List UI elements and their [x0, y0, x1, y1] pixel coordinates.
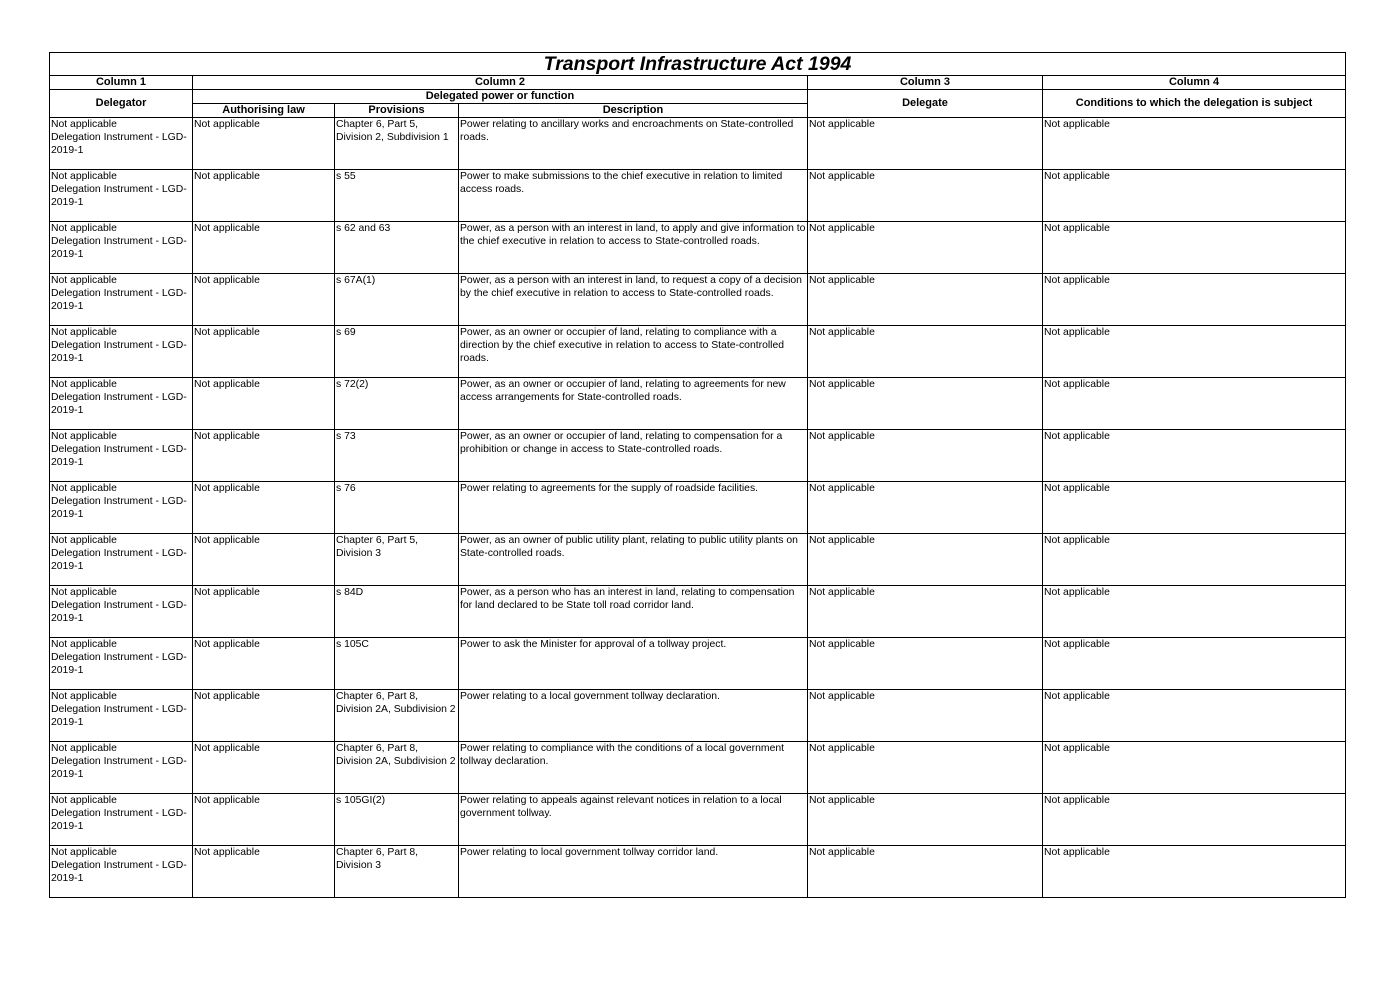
- conditions-cell: Not applicable: [1043, 430, 1346, 482]
- conditions-cell: Not applicable: [1043, 378, 1346, 430]
- delegator-status: Not applicable: [51, 379, 117, 390]
- provisions-cell: s 105C: [335, 638, 459, 690]
- conditions-cell: Not applicable: [1043, 274, 1346, 326]
- delegator-cell: [50, 690, 193, 742]
- delegator-status: Not applicable: [51, 847, 117, 858]
- description-cell: Power relating to a local government tollway declaration.: [459, 690, 808, 742]
- delegator-status: Not applicable: [51, 171, 117, 182]
- authorising-law-cell: Not applicable: [193, 586, 335, 638]
- table-row: [50, 482, 1346, 534]
- delegation-instrument: Delegation Instrument - LGD-2019-1: [51, 548, 187, 572]
- column-3-header: Column 3: [808, 76, 1043, 90]
- provisions-cell: s 67A(1): [335, 274, 459, 326]
- delegator-cell: [50, 118, 193, 170]
- delegation-instrument: Delegation Instrument - LGD-2019-1: [51, 600, 187, 624]
- table-row: [50, 742, 1346, 794]
- description-cell: Power, as an owner or occupier of land, relating to compensation for a prohibition or change in access to State-controlled roads.: [459, 430, 808, 482]
- delegate-cell: Not applicable: [808, 326, 1043, 378]
- table-row: [50, 586, 1346, 638]
- conditions-cell: Not applicable: [1043, 586, 1346, 638]
- authorising-law-cell: Not applicable: [193, 534, 335, 586]
- description-cell: Power relating to local government tollway corridor land.: [459, 846, 808, 898]
- table-row: [50, 690, 1346, 742]
- description-cell: Power, as a person who has an interest in land, relating to compensation for land declared to be State toll road corridor land.: [459, 586, 808, 638]
- delegate-cell: Not applicable: [808, 430, 1043, 482]
- column-1-header: Column 1: [50, 76, 193, 90]
- delegator-status: Not applicable: [51, 743, 117, 754]
- delegate-cell: Not applicable: [808, 118, 1043, 170]
- provisions-cell: Chapter 6, Part 5, Division 3: [335, 534, 459, 586]
- delegation-instrument: Delegation Instrument - LGD-2019-1: [51, 288, 187, 312]
- delegator-status: Not applicable: [51, 119, 117, 130]
- conditions-cell: Not applicable: [1043, 794, 1346, 846]
- delegation-instrument: Delegation Instrument - LGD-2019-1: [51, 132, 187, 156]
- conditions-cell: Not applicable: [1043, 170, 1346, 222]
- column-2-header: Column 2: [193, 76, 808, 90]
- delegate-cell: Not applicable: [808, 170, 1043, 222]
- authorising-law-cell: Not applicable: [193, 690, 335, 742]
- description-cell: Power to make submissions to the chief executive in relation to limited access roads.: [459, 170, 808, 222]
- description-cell: Power relating to appeals against relevant notices in relation to a local government tollway.: [459, 794, 808, 846]
- delegator-cell: [50, 430, 193, 482]
- table-row: [50, 378, 1346, 430]
- authorising-law-cell: Not applicable: [193, 378, 335, 430]
- delegator-cell: [50, 742, 193, 794]
- delegator-status: Not applicable: [51, 639, 117, 650]
- delegator-cell: [50, 222, 193, 274]
- delegate-cell: Not applicable: [808, 742, 1043, 794]
- delegation-instrument: Delegation Instrument - LGD-2019-1: [51, 496, 187, 520]
- description-cell: Power relating to agreements for the supply of roadside facilities.: [459, 482, 808, 534]
- authorising-law-cell: Not applicable: [193, 118, 335, 170]
- delegator-cell: [50, 534, 193, 586]
- delegator-status: Not applicable: [51, 587, 117, 598]
- conditions-cell: Not applicable: [1043, 222, 1346, 274]
- delegator-cell: [50, 846, 193, 898]
- delegate-header: Delegate: [808, 90, 1043, 118]
- provisions-header: Provisions: [335, 104, 459, 118]
- provisions-cell: s 84D: [335, 586, 459, 638]
- delegate-cell: Not applicable: [808, 638, 1043, 690]
- delegation-instrument: Delegation Instrument - LGD-2019-1: [51, 184, 187, 208]
- delegator-status: Not applicable: [51, 275, 117, 286]
- delegate-cell: Not applicable: [808, 846, 1043, 898]
- description-cell: Power, as a person with an interest in land, to apply and give information to the chief executive in relation to access to State-controlled roads.: [459, 222, 808, 274]
- delegation-instrument: Delegation Instrument - LGD-2019-1: [51, 340, 187, 364]
- description-cell: Power, as an owner or occupier of land, relating to compliance with a direction by the chief executive in relation to access to State-controlled roads.: [459, 326, 808, 378]
- description-cell: Power, as a person with an interest in land, to request a copy of a decision by the chief executive in relation to access to State-controlled roads.: [459, 274, 808, 326]
- delegation-instrument: Delegation Instrument - LGD-2019-1: [51, 808, 187, 832]
- table-row: [50, 118, 1346, 170]
- page-title: Transport Infrastructure Act 1994: [50, 53, 1346, 76]
- table-row: [50, 222, 1346, 274]
- delegate-cell: Not applicable: [808, 378, 1043, 430]
- delegation-instrument: Delegation Instrument - LGD-2019-1: [51, 756, 187, 780]
- description-cell: Power relating to ancillary works and encroachments on State-controlled roads.: [459, 118, 808, 170]
- delegator-cell: [50, 170, 193, 222]
- delegator-cell: [50, 326, 193, 378]
- provisions-cell: Chapter 6, Part 8, Division 3: [335, 846, 459, 898]
- delegation-instrument: Delegation Instrument - LGD-2019-1: [51, 444, 187, 468]
- delegation-table: [49, 52, 1346, 898]
- delegator-status: Not applicable: [51, 223, 117, 234]
- delegator-status: Not applicable: [51, 327, 117, 338]
- provisions-cell: Chapter 6, Part 8, Division 2A, Subdivision 2: [335, 690, 459, 742]
- authorising-law-cell: Not applicable: [193, 274, 335, 326]
- delegate-cell: Not applicable: [808, 274, 1043, 326]
- delegation-instrument: Delegation Instrument - LGD-2019-1: [51, 704, 187, 728]
- delegate-cell: Not applicable: [808, 222, 1043, 274]
- provisions-cell: s 105GI(2): [335, 794, 459, 846]
- delegation-instrument: Delegation Instrument - LGD-2019-1: [51, 236, 187, 260]
- conditions-cell: Not applicable: [1043, 742, 1346, 794]
- conditions-cell: Not applicable: [1043, 534, 1346, 586]
- table-row: [50, 430, 1346, 482]
- table-row: [50, 274, 1346, 326]
- delegator-cell: [50, 638, 193, 690]
- table-row: [50, 534, 1346, 586]
- table-row: [50, 170, 1346, 222]
- delegator-cell: [50, 794, 193, 846]
- description-header: Description: [459, 104, 808, 118]
- table-body: [50, 118, 1346, 898]
- delegator-status: Not applicable: [51, 691, 117, 702]
- conditions-cell: Not applicable: [1043, 118, 1346, 170]
- delegator-cell: [50, 274, 193, 326]
- authorising-law-cell: Not applicable: [193, 638, 335, 690]
- provisions-cell: s 55: [335, 170, 459, 222]
- provisions-cell: Chapter 6, Part 8, Division 2A, Subdivision 2: [335, 742, 459, 794]
- delegator-status: Not applicable: [51, 795, 117, 806]
- table-row: [50, 326, 1346, 378]
- delegator-status: Not applicable: [51, 535, 117, 546]
- provisions-cell: s 73: [335, 430, 459, 482]
- delegate-cell: Not applicable: [808, 586, 1043, 638]
- column-4-header: Column 4: [1043, 76, 1346, 90]
- delegation-instrument: Delegation Instrument - LGD-2019-1: [51, 652, 187, 676]
- delegate-cell: Not applicable: [808, 534, 1043, 586]
- delegator-cell: [50, 482, 193, 534]
- delegator-cell: [50, 586, 193, 638]
- delegate-cell: Not applicable: [808, 482, 1043, 534]
- authorising-law-cell: Not applicable: [193, 430, 335, 482]
- conditions-cell: Not applicable: [1043, 846, 1346, 898]
- authorising-law-cell: Not applicable: [193, 794, 335, 846]
- conditions-header: Conditions to which the delegation is subject: [1043, 90, 1346, 118]
- delegate-cell: Not applicable: [808, 794, 1043, 846]
- conditions-cell: Not applicable: [1043, 326, 1346, 378]
- table-row: [50, 638, 1346, 690]
- authorising-law-cell: Not applicable: [193, 326, 335, 378]
- delegator-status: Not applicable: [51, 431, 117, 442]
- delegator-header: Delegator: [50, 90, 193, 118]
- provisions-cell: s 62 and 63: [335, 222, 459, 274]
- provisions-cell: s 72(2): [335, 378, 459, 430]
- description-cell: Power relating to compliance with the conditions of a local government tollway declaration.: [459, 742, 808, 794]
- conditions-cell: Not applicable: [1043, 690, 1346, 742]
- table-row: [50, 794, 1346, 846]
- authorising-law-cell: Not applicable: [193, 742, 335, 794]
- table-row: [50, 846, 1346, 898]
- authorising-law-cell: Not applicable: [193, 170, 335, 222]
- authorising-law-header: Authorising law: [193, 104, 335, 118]
- conditions-cell: Not applicable: [1043, 638, 1346, 690]
- authorising-law-cell: Not applicable: [193, 482, 335, 534]
- provisions-cell: s 69: [335, 326, 459, 378]
- delegation-instrument: Delegation Instrument - LGD-2019-1: [51, 860, 187, 884]
- authorising-law-cell: Not applicable: [193, 846, 335, 898]
- delegator-cell: [50, 378, 193, 430]
- conditions-cell: Not applicable: [1043, 482, 1346, 534]
- description-cell: Power, as an owner or occupier of land, relating to agreements for new access arrangements for State-controlled roads.: [459, 378, 808, 430]
- delegator-status: Not applicable: [51, 483, 117, 494]
- delegate-cell: Not applicable: [808, 690, 1043, 742]
- delegation-instrument: Delegation Instrument - LGD-2019-1: [51, 392, 187, 416]
- provisions-cell: Chapter 6, Part 5, Division 2, Subdivision 1: [335, 118, 459, 170]
- description-cell: Power to ask the Minister for approval of a tollway project.: [459, 638, 808, 690]
- description-cell: Power, as an owner of public utility plant, relating to public utility plants on State-controlled roads.: [459, 534, 808, 586]
- provisions-cell: s 76: [335, 482, 459, 534]
- delegated-power-header: Delegated power or function: [193, 90, 808, 104]
- authorising-law-cell: Not applicable: [193, 222, 335, 274]
